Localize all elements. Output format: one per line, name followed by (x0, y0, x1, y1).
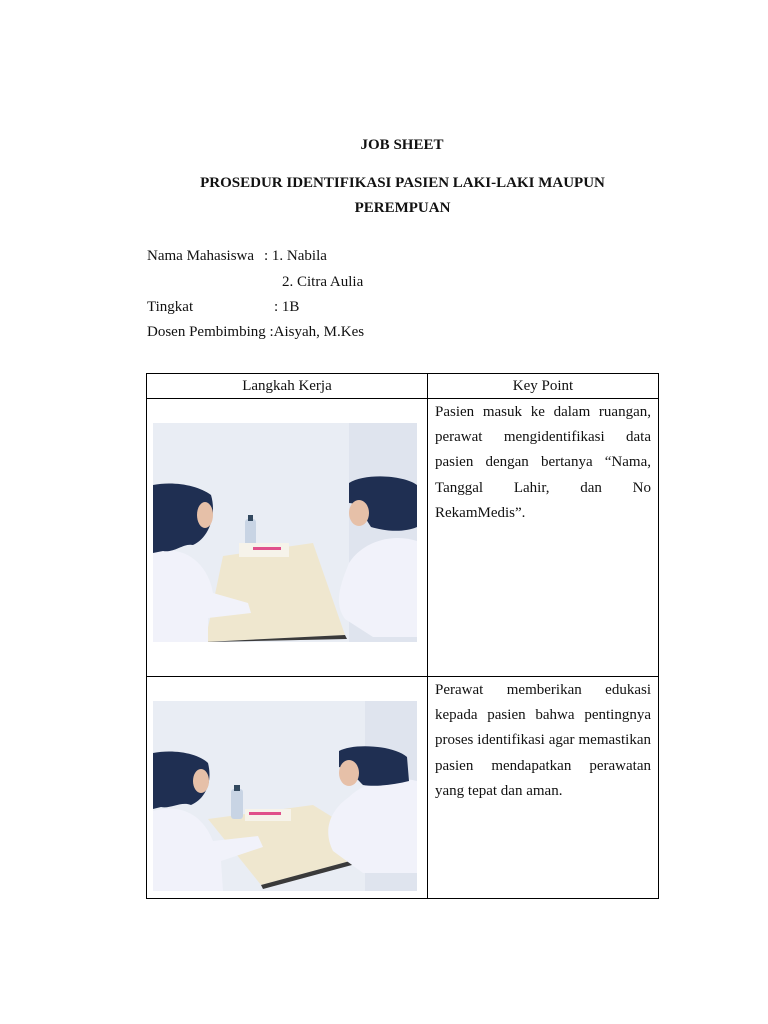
header-langkah-kerja: Langkah Kerja (147, 374, 428, 399)
identification-photo-image (153, 423, 417, 642)
table-row (147, 677, 659, 899)
document-subtitle: PROSEDUR IDENTIFIKASI PASIEN LAKI-LAKI MAUPUN PEREMPUAN (200, 175, 605, 216)
step-photo (153, 701, 417, 891)
lecturer-label: Dosen Pembimbing (147, 324, 266, 340)
student-name-2: 2. Citra Aulia (282, 274, 364, 290)
level-row (147, 298, 299, 316)
lecturer-row (147, 323, 364, 341)
table-row (147, 399, 659, 677)
step-photo-cell (147, 677, 428, 899)
level-label: Tingkat (147, 299, 194, 315)
key-point-text: Pasien masuk ke dalam ruangan, perawat mengidentifikasi data pasien dengan bertanya “Nama, Tanggal Lahir, dan No RekamMedis”. (435, 404, 651, 521)
student-name-label: Nama Mahasiswa (147, 248, 255, 264)
key-point-text: Perawat memberikan edukasi kepada pasien bahwa pentingnya proses identifikasi agar memastikan pasien mendapatkan perawatan yang tepat dan aman. (435, 682, 651, 799)
table-header-row (147, 374, 659, 399)
step-photo-cell (147, 399, 428, 677)
document-title: JOB SHEET (360, 137, 444, 153)
key-point-cell (428, 677, 659, 899)
student-name-1: : 1. Nabila (264, 248, 327, 264)
student-name-row (147, 247, 327, 265)
procedure-table (146, 373, 659, 899)
level-value: : 1B (274, 299, 300, 315)
header-key-point: Key Point (428, 374, 659, 399)
step-photo (153, 423, 417, 642)
education-photo-image (153, 701, 417, 891)
lecturer-value: :Aisyah, M.Kes (269, 324, 365, 340)
key-point-cell (428, 399, 659, 677)
